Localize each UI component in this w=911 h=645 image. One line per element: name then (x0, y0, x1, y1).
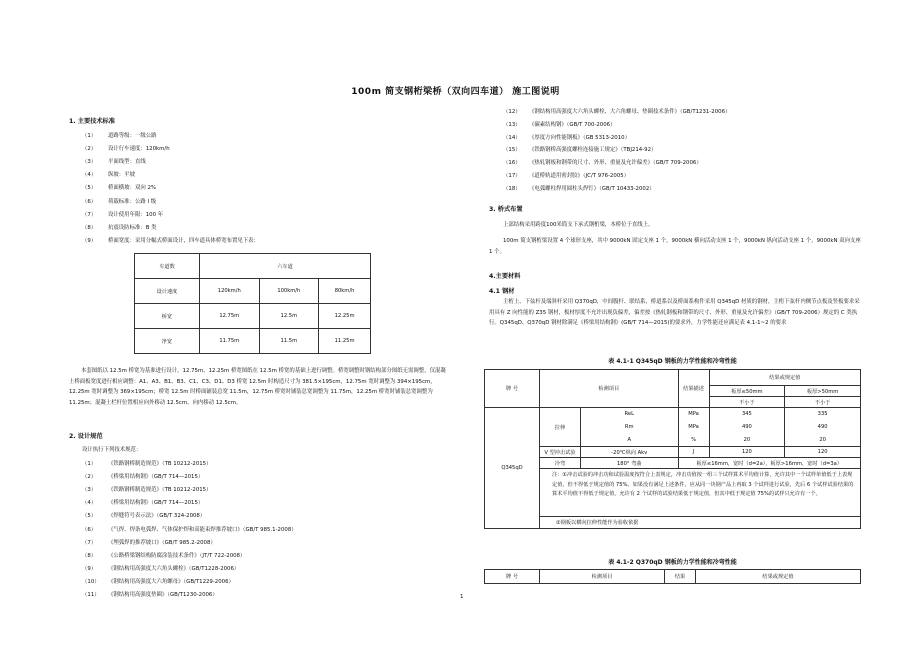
t1-head-grade: 牌 号 (485, 370, 540, 408)
section-4-1-heading: 4.1 钢材 (489, 288, 515, 295)
standard-item-number: （7） (82, 211, 97, 218)
t2-head-grade: 牌 号 (485, 570, 540, 584)
design-code-text: 《电弧螺柱焊用圆柱头焊钉》（GB/T 10433-2002） (529, 185, 655, 192)
table-4-1-1-caption: 表 4.1-1 Q345qD 钢板的力学性能和冷弯性能 (608, 358, 737, 365)
standard-item-number: （4） (82, 172, 97, 179)
q345qd-property-table (484, 369, 861, 529)
lane-table-head-six: 六车道 (200, 254, 371, 279)
design-code-text: 《热轧钢板和钢带的尺寸、外形、重量及允许偏差》（GB/T 709-2006） (529, 160, 702, 167)
design-code-item (82, 498, 203, 506)
design-code-number: （16） (503, 160, 521, 167)
t1-head-min: 不小于 (785, 397, 861, 408)
lane-table-cell: 11.25m (319, 329, 371, 354)
section-1-heading: 1. 主要技术标准 (69, 118, 115, 125)
design-code-item (503, 120, 615, 128)
standard-item-number: （6） (82, 198, 97, 205)
lane-table-cell: 净宽 (135, 329, 200, 354)
design-code-text: 《厚度方向性能钢板》（GB 5313-2010） (529, 134, 630, 141)
t1-impact-unit: J (678, 447, 709, 458)
design-code-number: （4） (82, 500, 97, 507)
section-3-para-2: 100m 简支钢桁梁设置 4 个球形支座，其中 9000kN 固定支座 1 个，9000kN 横向活动支座 1 个，9000kN 纵向活动支座 1 个，9000kN 双向支座 1 个。 (489, 238, 861, 255)
lane-table-cell: 100km/h (259, 279, 319, 304)
standard-item (82, 197, 156, 205)
design-code-text: 《埋弧焊的推荐坡口》（GB/T 985.2-2008） (108, 539, 216, 546)
standard-item-text: 设计使用年限：100 年 (108, 211, 164, 218)
design-code-number: （15） (503, 147, 521, 154)
design-code-item (82, 590, 218, 598)
t1-tensile-a: 20 (709, 434, 785, 447)
design-code-text: 《碳素结构钢》（GB/T 700-2006） (529, 121, 616, 128)
standard-item (82, 236, 259, 244)
section-3-para-1: 上部结构采用跨度100米简支下承式钢桁梁，本桥位于直线上。 (503, 222, 654, 228)
design-code-text: 《焊缝符号表示法》（GB/T 324-2008） (108, 513, 206, 520)
t1-tensile-unit: % (678, 434, 709, 447)
t1-tensile-a: 345 (709, 408, 785, 421)
t1-impact-a: 120 (709, 447, 785, 458)
t1-tensile-sym: A (581, 434, 679, 447)
t1-bend-angle: 180° 弯曲 (581, 458, 679, 469)
design-code-number: （1） (82, 461, 97, 467)
design-code-text: 《桥梁用结构钢》（GB/T 714—2015） (108, 474, 204, 481)
design-code-item (82, 511, 205, 519)
design-code-item (503, 184, 655, 192)
design-code-number: （8） (82, 552, 97, 559)
design-code-text: 《公路桥梁钢结构防腐涂装技术条件》（JT/T 722-2008） (108, 552, 246, 559)
lane-table-cell: 12.5m (259, 304, 319, 329)
standard-item (82, 210, 163, 218)
design-code-text: 《气焊、焊条电弧焊、气体保护焊和高能束焊推荐坡口》（GB/T 985.1-2008） (108, 526, 297, 533)
lane-table-cell: 11.75m (200, 329, 260, 354)
design-code-item (82, 472, 203, 480)
standard-item (82, 144, 170, 152)
design-code-number: （18） (503, 185, 521, 192)
standard-item (82, 183, 156, 191)
design-code-number: （11） (82, 592, 100, 598)
standard-item-text: 道路等级：一级公路 (108, 133, 157, 139)
t1-tensile-b: 20 (785, 434, 861, 447)
standard-item-text: 纵坡：平坡 (108, 172, 135, 179)
design-code-number: （9） (82, 565, 97, 572)
design-code-item (82, 485, 212, 493)
t2-head-value: 结果或规定值 (696, 570, 861, 584)
design-code-number: （10） (82, 578, 100, 585)
design-code-number: （2） (82, 474, 97, 481)
design-code-text: 《钢结构用高强度垫圈》（GB/T1230-2006） (108, 592, 218, 598)
q370qd-property-table (484, 569, 861, 584)
design-code-item (82, 577, 234, 585)
t1-head-min: 不小于 (709, 397, 785, 408)
design-code-item (503, 158, 702, 166)
design-code-item (82, 538, 216, 546)
standard-item-number: （2） (82, 146, 97, 153)
standard-item (82, 157, 146, 165)
design-code-number: （7） (82, 539, 97, 546)
t1-head-item: 检测项目 (540, 370, 679, 408)
design-code-number: （13） (503, 121, 521, 128)
standard-item-number: （9） (82, 237, 97, 244)
table-4-1-2-caption: 表 4.1-2 Q370qD 钢板的力学性能和冷弯性能 (608, 559, 737, 566)
design-code-number: （5） (82, 513, 97, 520)
design-code-number: （3） (82, 487, 97, 494)
design-code-text: 《桥梁用结构钢》（GB/T 714—2015） (108, 500, 204, 507)
t1-bend-value: 板厚≤16mm，宽时（d=2a），板厚>16mm，宽时（d=3a） (678, 458, 860, 469)
design-code-number: （12） (503, 109, 521, 115)
standard-item-text: 设计行车速度：120km/h (108, 146, 170, 153)
standard-item-text: 桥面宽度：采用分幅式桥面设计，四车道具体桥宽布置见下表： (108, 237, 259, 244)
design-code-item (503, 171, 629, 179)
design-code-text: 《道桥轨道用密封胶》（JC/T 976-2005） (529, 173, 630, 179)
t1-tensile: 拉伸 (540, 408, 581, 447)
t2-head-result: 结果 (665, 570, 696, 584)
lane-table-cell: 120km/h (200, 279, 260, 304)
t1-tensile-sym: Rm (581, 421, 679, 434)
lane-table-head-lanes: 车道数 (135, 254, 200, 279)
section-2-heading: 2. 设计规范 (69, 433, 103, 440)
t2-head-item: 检测项目 (540, 570, 665, 584)
design-code-item (82, 525, 297, 533)
standard-item-text: 抗震设防标准：B 类 (108, 224, 157, 231)
t1-tensile-a: 490 (709, 421, 785, 434)
t1-tensile-unit: MPa (678, 408, 709, 421)
lane-width-table (134, 253, 371, 354)
standard-item-number: （3） (82, 159, 97, 166)
design-code-text: 《钢结构用高强度大六角螺母》（GB/T1229-2006） (108, 578, 234, 585)
design-code-item (503, 107, 730, 115)
t1-impact-cond: -20℃纵向 Akv (581, 447, 679, 458)
lane-table-cell: 桥宽 (135, 304, 200, 329)
design-code-item (82, 551, 245, 559)
lane-table-cell: 设计速度 (135, 279, 200, 304)
design-code-text: 《钢结构用高强度大六角头螺栓、大六角螺母、垫圈技术条件》（GB/T1231-2006） (529, 109, 731, 115)
standard-item (82, 223, 157, 231)
standard-item-number: （8） (82, 224, 97, 231)
standard-item-text: 平面线型：直线 (108, 159, 146, 166)
t1-tensile-b: 335 (785, 408, 861, 421)
standard-item (82, 170, 135, 178)
design-code-text: 《铁路钢桥制造规范》（TB 10212-2015） (108, 461, 212, 467)
design-code-text: 《铁路钢桥制造规范》（TB 10212-2015） (108, 487, 212, 494)
standard-item (82, 131, 157, 139)
section-2-intro: 设计执行下列技术规范： (82, 447, 142, 453)
design-code-item (82, 459, 212, 467)
t1-impact-b: 120 (785, 447, 861, 458)
t1-note-2: ②钢板以横向拉伸性能作为验收依据 (540, 517, 861, 529)
width-adjust-paragraph: 本套图纸以 12.5m 桥宽为基准进行设计，12.75m、12.25m 桥宽图纸在 12.5m 桥宽的基础上进行调整。桥宽调整时钢结构部分图纸无需调整，仅混凝土桥面板宽度进行相应调整：A1、A3、B1、B3、C1、C3、D1、D3 桥宽 12.5m 时构造尺寸为 381.5×195cm，12.75m 宽时调整为 394×195cm，12.25m 宽时调整为 369×195cm；桥宽 12.5m 时桥面铺装总宽 11.5m，12.75m 桥宽时铺装总宽调整为 11.75m，12.25m 桥宽时铺装总宽调整为 11.25m；混凝土栏杆位置相应向外移动 12.5cm、向内移动 12.5cm。 (69, 368, 446, 406)
section-4-1-paragraph: 主桁上、下弦杆及端斜杆采用 Q370qD，中间腹杆、联结系、桥道系以及桥面系构件采用 Q345qD 材质的钢材，主桁下弦杆内侧节点板及竖板要求采用具有 Z 向性能的 Z35 钢材，板材厚度不允许出现负偏差，偏差按《热轧钢板和钢带的尺寸、外形、重量及允许偏差》（GB/T 709-2006）规定的 C 类执行。Q345qD、Q370qD 钢材除满足《桥梁用结构钢》(GB/T 714—2015)的要求外，力学性能还应满足表 4.1-1~2 的要求 (489, 299, 860, 326)
design-code-number: （17） (503, 173, 521, 179)
t1-tensile-sym: ReL (581, 408, 679, 421)
t1-head-result: 结果描述 (678, 370, 709, 408)
lane-table-cell: 11.5m (259, 329, 319, 354)
design-code-number: （14） (503, 134, 521, 141)
t1-impact-label: V 型冲击试验 (540, 447, 581, 458)
standard-item-text: 荷载标准：公路 I 级 (108, 198, 157, 205)
page-number: 1 (460, 594, 464, 600)
design-code-item (503, 133, 630, 141)
lane-table-cell: 80km/h (319, 279, 371, 304)
design-code-number: （6） (82, 526, 97, 533)
t1-note-1: 注：①冲击试验的冲击功和试验温度按符合上表规定，冲击功值按一组三个试样算术平均值计算，允许其中一个试样单值低于上表规定值，但不得低于规定值的 75%。如果没有满足上述条件，应从同一块钢产品上再取 3 个试样进行试验，先后 6 个试样试验结果的算术平均值不得低于规定值，允许有 2 个试样的试验结果低于规定值，但其中低于规定值 75%的试样只允许有一个。 (540, 469, 861, 517)
standard-item-number: （5） (82, 185, 97, 192)
t1-tensile-b: 490 (785, 421, 861, 434)
lane-table-cell: 12.75m (200, 304, 260, 329)
design-code-text: 《铁路钢桥高强度螺栓连接施工规定》（TBJ214-92） (529, 147, 657, 154)
t1-head-value: 结果或规定值 (709, 370, 860, 386)
design-code-text: 《钢结构用高强度大六角头螺栓》（GB/T1228-2006） (108, 565, 240, 572)
t1-bend-label: 冷弯 (540, 458, 581, 469)
section-4-heading: 4.主要材料 (489, 273, 521, 280)
design-code-item (503, 145, 656, 153)
section-3-heading: 3. 桥式布置 (489, 206, 523, 213)
design-code-item (82, 564, 239, 572)
t1-head-thin: 板厚≤50mm (709, 386, 785, 397)
standard-item-number: （1） (82, 133, 97, 139)
t1-head-thick: 板厚>50mm (785, 386, 861, 397)
lane-table-cell: 12.25m (319, 304, 371, 329)
document-title: 100m 简支钢桁梁桥（双向四车道） 施工图说明 (351, 87, 560, 97)
t1-tensile-unit: MPa (678, 421, 709, 434)
standard-item-text: 桥面横坡：双向 2% (108, 185, 156, 192)
t1-grade: Q345qD (485, 408, 540, 529)
